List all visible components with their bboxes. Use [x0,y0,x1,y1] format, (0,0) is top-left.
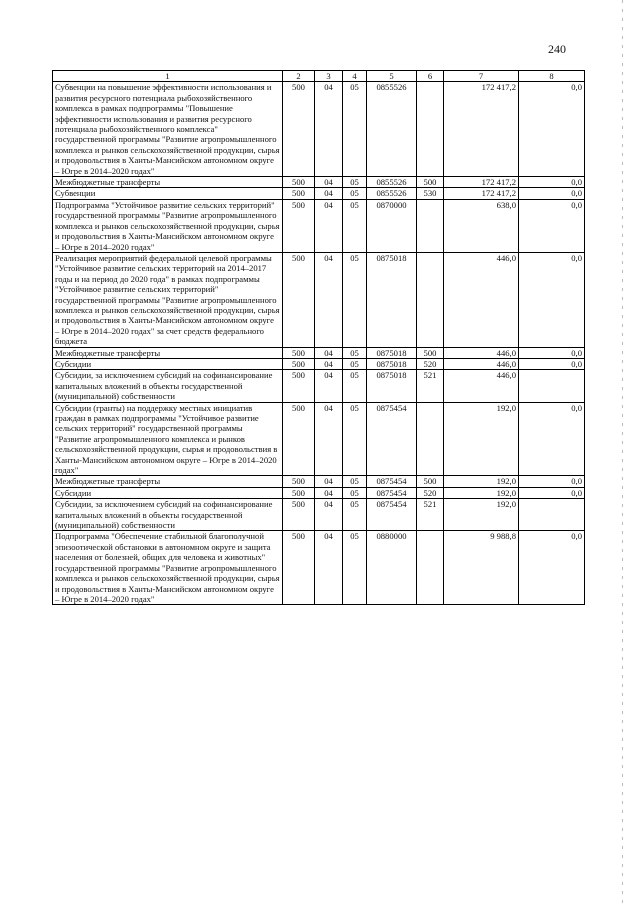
subsection-cell: 05 [343,402,367,476]
code-cell: 500 [283,347,315,358]
expense-type-cell: 520 [417,358,444,369]
item-name-cell: Межбюджетные трансферты [53,177,283,188]
target-article-cell: 0875018 [367,252,417,347]
section-cell: 04 [315,531,343,605]
section-cell: 04 [315,82,343,177]
amount-cell: 0,0 [519,82,585,177]
amount-cell: 0,0 [519,402,585,476]
section-cell: 04 [315,188,343,199]
table-row [53,499,585,531]
amount-cell: 9 988,8 [444,531,519,605]
code-cell: 500 [283,188,315,199]
amount-cell: 446,0 [444,358,519,369]
section-cell: 04 [315,177,343,188]
amount-cell [519,499,585,531]
table-row [53,476,585,487]
subsection-cell: 05 [343,347,367,358]
subsection-cell: 05 [343,82,367,177]
item-name-cell: Подпрограмма "Устойчивое развитие сельских территорий" государственной программы "Развитие агропромышленного комплекса и рынков сельскохозяйственной продукции, сырья и продовольствия в Ханты-Мансийском автономном округе – Югре в 2014–2020 годах" [53,199,283,252]
expense-type-cell [417,199,444,252]
expense-type-cell: 520 [417,487,444,498]
target-article-cell: 0870000 [367,199,417,252]
subsection-cell: 05 [343,476,367,487]
amount-cell: 0,0 [519,531,585,605]
header-cell: 3 [315,71,343,82]
header-cell: 4 [343,71,367,82]
subsection-cell: 05 [343,252,367,347]
header-cell: 6 [417,71,444,82]
amount-cell: 0,0 [519,199,585,252]
target-article-cell: 0855526 [367,82,417,177]
amount-cell: 0,0 [519,476,585,487]
table-row [53,347,585,358]
item-name-cell: Субвенции на повышение эффективности использования и развития ресурсного потенциала рыбохозяйственного комплекса в рамках подпрограммы "Повышение эффективности использования и развития ресурсного потенциала рыбохозяйственного комплекса" государственной программы "Развитие агропромышленного комплекса и рынков сельскохозяйственной продукции, сырья и продовольствия в Ханты-Мансийском автономном округе – Югре в 2014–2020 годах" [53,82,283,177]
table-row [53,370,585,402]
table-row [53,177,585,188]
header-row [53,71,585,82]
table-row [53,199,585,252]
section-cell: 04 [315,487,343,498]
amount-cell: 446,0 [444,370,519,402]
table-row [53,252,585,347]
amount-cell: 0,0 [519,177,585,188]
expense-type-cell: 500 [417,177,444,188]
code-cell: 500 [283,199,315,252]
subsection-cell: 05 [343,531,367,605]
table-row [53,358,585,369]
amount-cell: 0,0 [519,252,585,347]
expense-type-cell [417,402,444,476]
code-cell: 500 [283,476,315,487]
amount-cell: 0,0 [519,358,585,369]
expense-type-cell: 521 [417,499,444,531]
code-cell: 500 [283,499,315,531]
code-cell: 500 [283,177,315,188]
amount-cell: 172 417,2 [444,177,519,188]
section-cell: 04 [315,347,343,358]
expense-type-cell: 521 [417,370,444,402]
amount-cell: 0,0 [519,487,585,498]
section-cell: 04 [315,402,343,476]
item-name-cell: Реализация мероприятий федеральной целевой программы "Устойчивое развитие сельских территорий на 2014–2017 годы и на период до 2020 года" в рамках подпрограммы "Устойчивое развитие сельских территорий" государственной программы "Развитие агропромышленного комплекса и рынков сельскохозяйственной продукции, сырья и продовольствия в Ханты-Мансийском автономном округе – Югре в 2014–2020 годах" за счет средств федерального бюджета [53,252,283,347]
code-cell: 500 [283,531,315,605]
subsection-cell: 05 [343,370,367,402]
amount-cell [519,370,585,402]
section-cell: 04 [315,199,343,252]
budget-table [52,70,585,605]
subsection-cell: 05 [343,199,367,252]
target-article-cell: 0855526 [367,177,417,188]
expense-type-cell [417,82,444,177]
amount-cell: 192,0 [444,476,519,487]
code-cell: 500 [283,82,315,177]
target-article-cell: 0875018 [367,347,417,358]
code-cell: 500 [283,402,315,476]
item-name-cell: Межбюджетные трансферты [53,476,283,487]
code-cell: 500 [283,370,315,402]
table-row [53,402,585,476]
header-cell: 7 [444,71,519,82]
table-row [53,188,585,199]
expense-type-cell [417,531,444,605]
subsection-cell: 05 [343,177,367,188]
subsection-cell: 05 [343,499,367,531]
amount-cell: 446,0 [444,347,519,358]
subsection-cell: 05 [343,487,367,498]
section-cell: 04 [315,358,343,369]
section-cell: 04 [315,370,343,402]
page-number: 240 [548,42,566,56]
target-article-cell: 0855526 [367,188,417,199]
item-name-cell: Субсидии (гранты) на поддержку местных инициатив граждан в рамках подпрограммы "Устойчивое развитие сельских территорий" государственной программы "Развитие агропромышленного комплекса и рынков сельскохозяйственной продукции, сырья и продовольствия в Ханты-Мансийском автономном округе – Югре в 2014–2020 годах" [53,402,283,476]
amount-cell: 192,0 [444,499,519,531]
section-cell: 04 [315,252,343,347]
amount-cell: 0,0 [519,347,585,358]
amount-cell: 638,0 [444,199,519,252]
header-cell: 8 [519,71,585,82]
amount-cell: 0,0 [519,188,585,199]
subsection-cell: 05 [343,188,367,199]
header-cell: 2 [283,71,315,82]
item-name-cell: Субсидии, за исключением субсидий на софинансирование капитальных вложений в объекты государственной (муниципальной) собственности [53,499,283,531]
amount-cell: 172 417,2 [444,188,519,199]
target-article-cell: 0875454 [367,402,417,476]
expense-type-cell: 500 [417,476,444,487]
target-article-cell: 0875454 [367,487,417,498]
item-name-cell: Субсидии, за исключением субсидий на софинансирование капитальных вложений в объекты государственной (муниципальной) собственности [53,370,283,402]
expense-type-cell [417,252,444,347]
target-article-cell: 0875018 [367,358,417,369]
item-name-cell: Субсидии [53,358,283,369]
code-cell: 500 [283,487,315,498]
amount-cell: 446,0 [444,252,519,347]
subsection-cell: 05 [343,358,367,369]
item-name-cell: Субвенции [53,188,283,199]
target-article-cell: 0880000 [367,531,417,605]
amount-cell: 192,0 [444,487,519,498]
expense-type-cell: 530 [417,188,444,199]
code-cell: 500 [283,252,315,347]
amount-cell: 192,0 [444,402,519,476]
table-row [53,487,585,498]
target-article-cell: 0875454 [367,499,417,531]
amount-cell: 172 417,2 [444,82,519,177]
code-cell: 500 [283,358,315,369]
item-name-cell: Субсидии [53,487,283,498]
header-cell: 1 [53,71,283,82]
item-name-cell: Межбюджетные трансферты [53,347,283,358]
section-cell: 04 [315,476,343,487]
table-row [53,82,585,177]
target-article-cell: 0875018 [367,370,417,402]
expense-type-cell: 500 [417,347,444,358]
target-article-cell: 0875454 [367,476,417,487]
item-name-cell: Подпрограмма "Обеспечение стабильной благополучной эпизоотической обстановки в автономном округе и защита населения от болезней, общих для человека и животных" государственной программы "Развитие агропромышленного комплекса и рынков сельскохозяйственной продукции, сырья и продовольствия в Ханты-Мансийском автономном округе – Югре в 2014–2020 годах" [53,531,283,605]
section-cell: 04 [315,499,343,531]
scan-edge-artifact [622,0,623,905]
header-cell: 5 [367,71,417,82]
table-row [53,531,585,605]
